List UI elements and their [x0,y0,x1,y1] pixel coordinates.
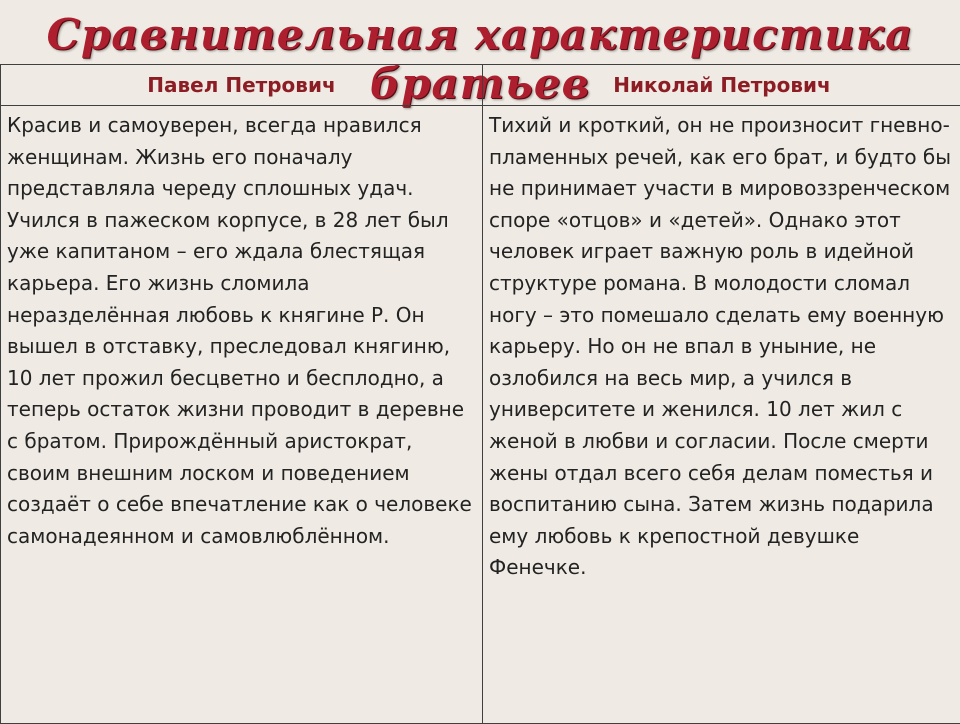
header-row [1,65,960,106]
slide-title: Сравнительная характеристика братьев [0,10,960,108]
header-pavel: Павел Петрович [1,65,483,106]
header-nikolai: Николай Петрович [483,65,960,106]
text-nikolai: Тихий и кроткий, он не произносит гневно-пламенных речей, как его брат, и будто бы не принимает участи в мировоззренческом споре «отцов» и «детей». Однако этот человек играет важную роль в идейной структуре романа. В молодости сломал ногу – это помешало сделать ему военную карьеру. Но он не впал в уныние, не озлобился на весь мир, а учился в университете и женился. 10 лет жил с женой в любви и согласии. После смерти жены отдал всего себя делам поместья и воспитанию сына. Затем жизнь подарила ему любовь к крепостной девушке Фенечке. [483,106,960,724]
comparison-table [0,64,960,724]
text-pavel: Красив и самоуверен, всегда нравился женщинам. Жизнь его поначалу представляла череду сплошных удач. Учился в пажеском корпусе, в 28 лет был уже капитаном – его ждала блестящая карьера. Его жизнь сломила неразделённая любовь к княгине Р. Он вышел в отставку, преследовал княгиню, 10 лет прожил бесцветно и бесплодно, а теперь остаток жизни проводит в деревне с братом. Прирождённый аристократ, своим внешним лоском и поведением создаёт о себе впечатление как о человеке самонадеянном и самовлюблённом. [1,106,483,724]
content-row [1,106,960,724]
